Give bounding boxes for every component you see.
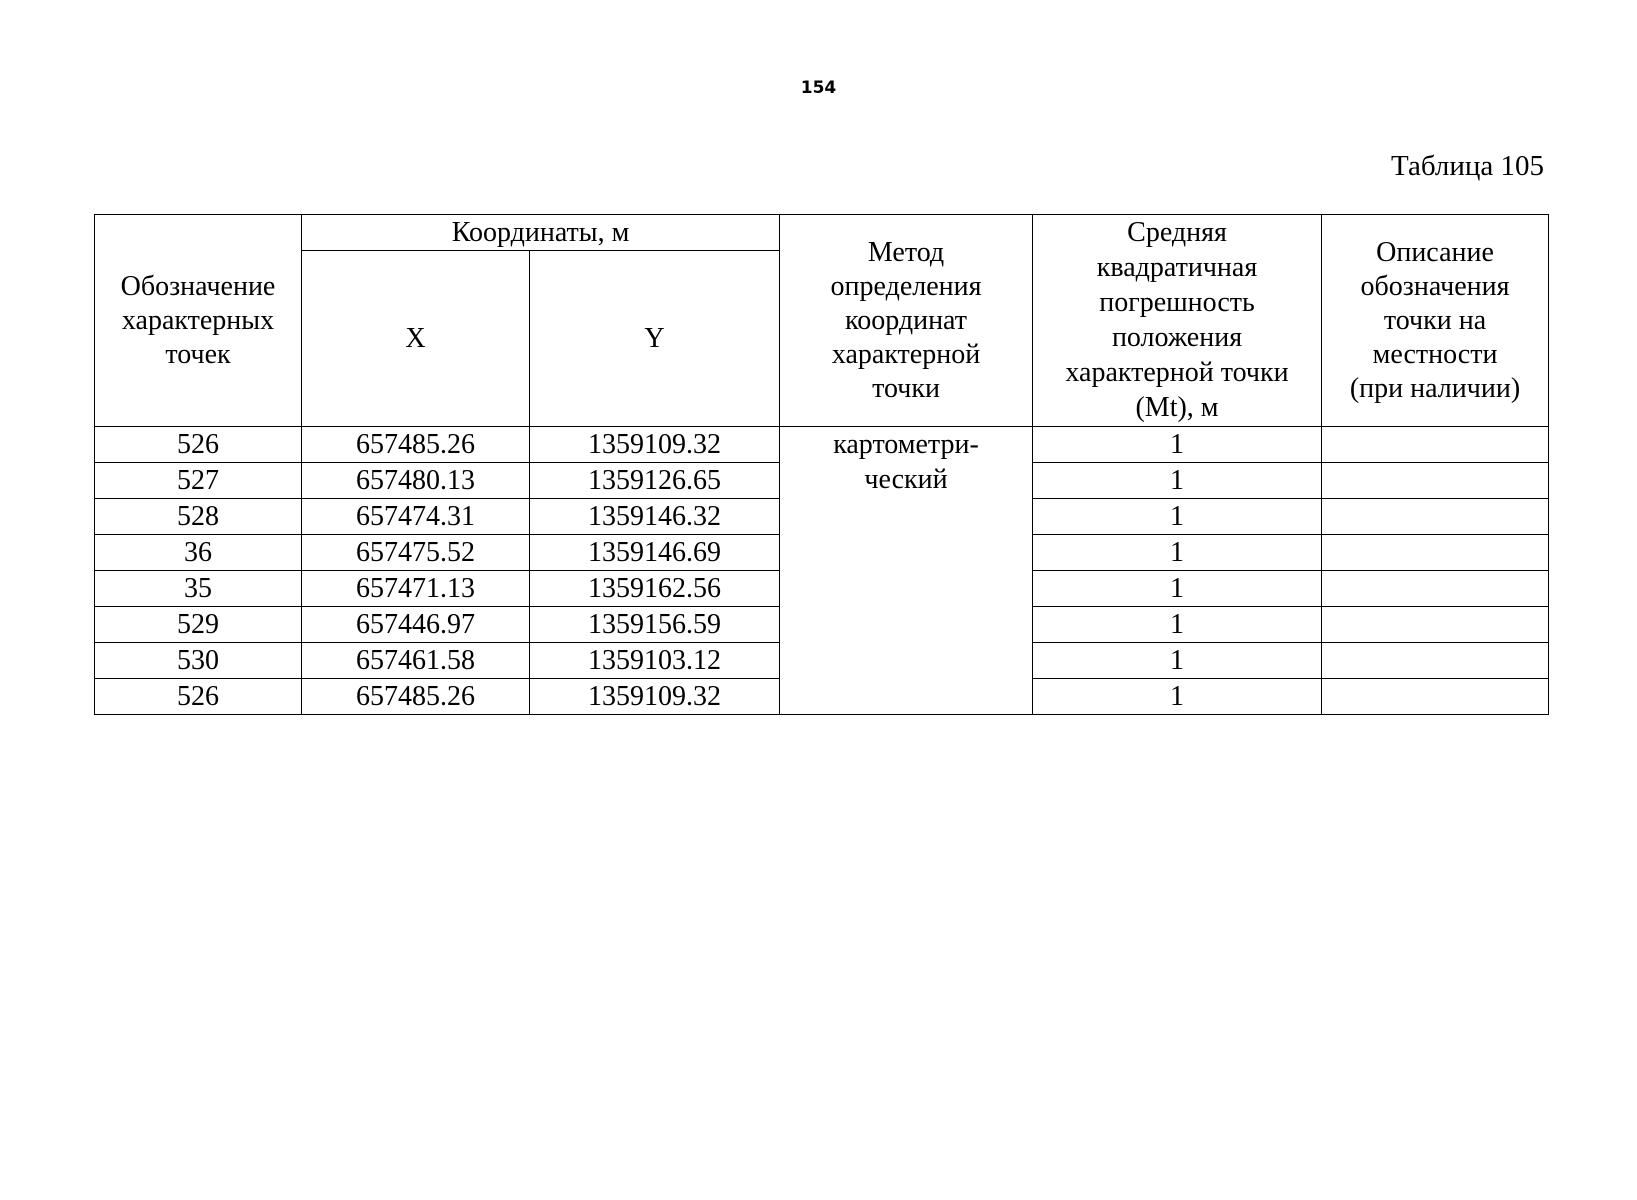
header-y: Y bbox=[530, 251, 780, 427]
description-cell bbox=[1322, 571, 1549, 607]
point-cell: 36 bbox=[95, 535, 302, 571]
mt-cell: 1 bbox=[1033, 643, 1322, 679]
point-cell: 530 bbox=[95, 643, 302, 679]
coordinates-table bbox=[94, 214, 1549, 715]
mt-cell: 1 bbox=[1033, 607, 1322, 643]
point-cell: 526 bbox=[95, 679, 302, 715]
y-cell: 1359109.32 bbox=[530, 679, 780, 715]
y-cell: 1359146.32 bbox=[530, 499, 780, 535]
header-coordinates: Координаты, м bbox=[302, 215, 780, 251]
y-cell: 1359162.56 bbox=[530, 571, 780, 607]
point-cell: 526 bbox=[95, 427, 302, 463]
header-point-designation: Обозначение характерных точек bbox=[95, 215, 302, 427]
mt-cell: 1 bbox=[1033, 679, 1322, 715]
x-cell: 657480.13 bbox=[302, 463, 530, 499]
point-cell: 527 bbox=[95, 463, 302, 499]
y-cell: 1359103.12 bbox=[530, 643, 780, 679]
y-cell: 1359109.32 bbox=[530, 427, 780, 463]
point-cell: 35 bbox=[95, 571, 302, 607]
description-cell bbox=[1322, 427, 1549, 463]
header-x: X bbox=[302, 251, 530, 427]
x-cell: 657475.52 bbox=[302, 535, 530, 571]
point-cell: 529 bbox=[95, 607, 302, 643]
x-cell: 657485.26 bbox=[302, 679, 530, 715]
header-mean-square-error: Средняя квадратичная погрешность положения характерной точки (Mt), м bbox=[1033, 215, 1322, 427]
mt-cell: 1 bbox=[1033, 427, 1322, 463]
x-cell: 657446.97 bbox=[302, 607, 530, 643]
header-description: Описание обозначения точки на местности (при наличии) bbox=[1322, 215, 1549, 427]
y-cell: 1359156.59 bbox=[530, 607, 780, 643]
y-cell: 1359146.69 bbox=[530, 535, 780, 571]
y-cell: 1359126.65 bbox=[530, 463, 780, 499]
description-cell bbox=[1322, 499, 1549, 535]
description-cell bbox=[1322, 643, 1549, 679]
mt-cell: 1 bbox=[1033, 499, 1322, 535]
table-caption: Таблица 105 bbox=[1390, 150, 1544, 182]
description-cell bbox=[1322, 535, 1549, 571]
page-number: 154 bbox=[800, 78, 837, 98]
mt-cell: 1 bbox=[1033, 535, 1322, 571]
description-cell bbox=[1322, 463, 1549, 499]
table-row bbox=[95, 427, 1549, 463]
mt-cell: 1 bbox=[1033, 463, 1322, 499]
x-cell: 657485.26 bbox=[302, 427, 530, 463]
x-cell: 657471.13 bbox=[302, 571, 530, 607]
x-cell: 657461.58 bbox=[302, 643, 530, 679]
description-cell bbox=[1322, 679, 1549, 715]
header-method: Метод определения координат характерной точки bbox=[780, 215, 1033, 427]
point-cell: 528 bbox=[95, 499, 302, 535]
method-cell: картометри- ческий bbox=[780, 427, 1033, 715]
description-cell bbox=[1322, 607, 1549, 643]
mt-cell: 1 bbox=[1033, 571, 1322, 607]
x-cell: 657474.31 bbox=[302, 499, 530, 535]
